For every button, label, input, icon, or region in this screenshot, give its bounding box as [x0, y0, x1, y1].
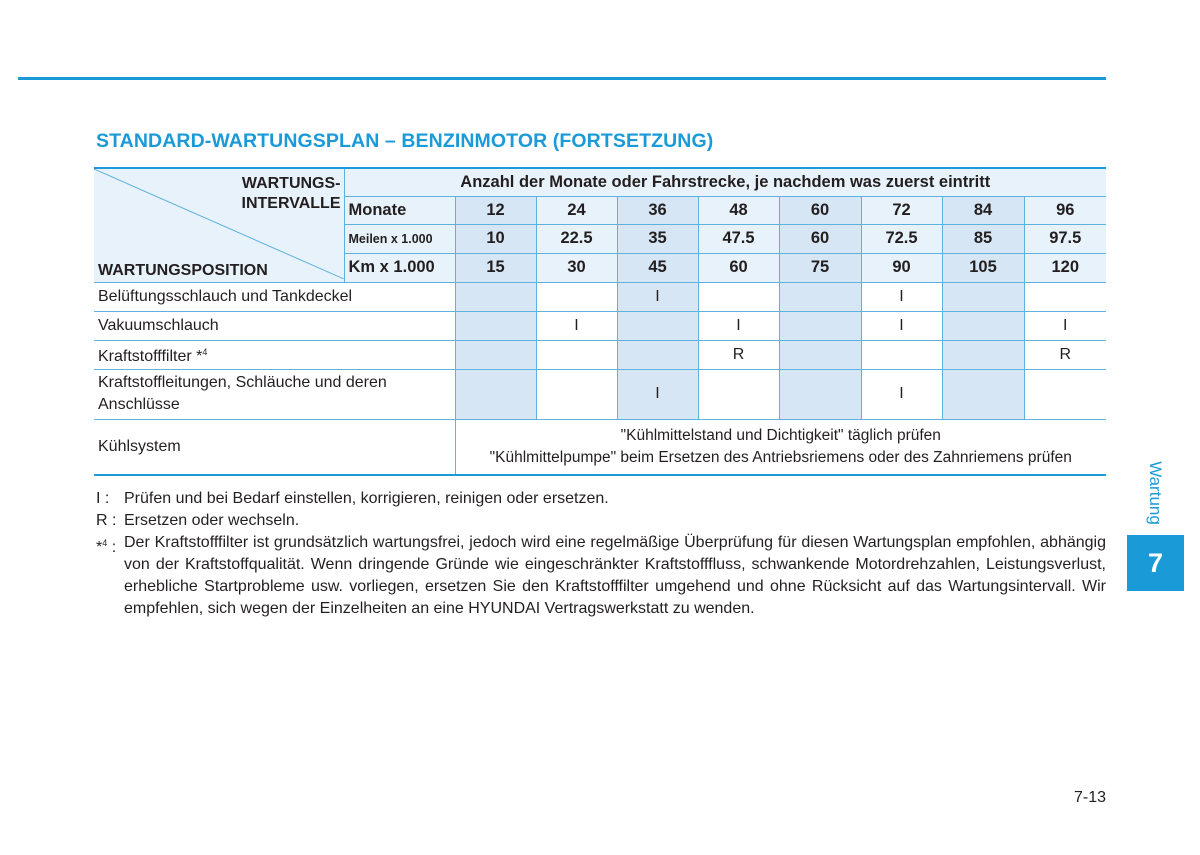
table-row: [94, 311, 1106, 340]
legend-notes: [96, 488, 1106, 620]
interval-value: 85: [942, 224, 1024, 253]
item-mark: [455, 340, 536, 369]
position-header: WARTUNGSPOSITION: [98, 261, 268, 279]
item-mark: [536, 282, 617, 311]
table-row: [94, 282, 1106, 311]
note-text: Der Kraftstofffilter ist grundsätzlich wartungsfrei, jedoch wird eine regelmäßige Überprüfung für diesen Wartungsplan empfohlen, abhängig von der Kraftstoffqualität. Wenn dringende Gründe wie eingeschränkter Kraftstofffluss, schwankende Motordrehzahlen, Leistungsverlust, erhebliche Startprobleme usw. vorliegen, ersetzen Sie den Kraftstofffilter umgehend und ohne Rücksicht auf das Wartungsintervall. Wir empfehlen, sich wegen der Einzelheiten an eine HYUNDAI Vertragswerkstatt zu wenden.: [124, 534, 1106, 617]
item-mark: [942, 340, 1024, 369]
item-mark: [942, 311, 1024, 340]
item-mark: I: [617, 369, 698, 419]
table-row: [94, 340, 1106, 369]
interval-value: 75: [779, 253, 861, 282]
item-name: Vakuumschlauch: [94, 311, 455, 340]
interval-value: 84: [942, 196, 1024, 224]
item-mark: I: [536, 311, 617, 340]
header-corner-cell: [94, 168, 344, 282]
cooling-instructions: "Kühlmittelstand und Dichtigkeit" täglich prüfen "Kühlmittelpumpe" beim Ersetzen des Antriebsriemens oder des Zahnriemens prüfen: [455, 419, 1106, 475]
item-mark: [1024, 282, 1106, 311]
item-mark: [1024, 369, 1106, 419]
top-rule: [18, 77, 1106, 80]
note-item: *$^4$ : Der Kraftstofffilter ist grundsätzlich wartungsfrei, jedoch wird eine regelmäßige Überprüfung für diesen Wartungsplan empfohlen, abhängig von der Kraftstoffqualität. Wenn dringende Gründe wie eingeschränkter Kraftstofffluss, schwankende Motordrehzahlen, Leistungsverlust, erhebliche Startprobleme usw. vorliegen, ersetzen Sie den Kraftstofffilter umgehend und ohne Rücksicht auf das Wartungsintervall. Wir empfehlen, sich wegen der Einzelheiten an eine HYUNDAI Vertragswerkstatt zu wenden.: [96, 532, 1106, 620]
interval-value: 105: [942, 253, 1024, 282]
page-number: 7-13: [1073, 789, 1106, 806]
maintenance-table: [94, 167, 1106, 476]
item-mark: [698, 282, 779, 311]
item-mark: I: [617, 282, 698, 311]
interval-value: 45: [617, 253, 698, 282]
interval-value: 10: [455, 224, 536, 253]
item-mark: [861, 340, 942, 369]
note-item: I : Prüfen und bei Bedarf einstellen, korrigieren, reinigen oder ersetzen.: [96, 488, 1106, 510]
item-name: Kühlsystem: [94, 419, 455, 475]
span-header: Anzahl der Monate oder Fahrstrecke, je nachdem was zuerst eintritt: [344, 168, 1106, 196]
item-mark: R: [1024, 340, 1106, 369]
table-row: [94, 369, 1106, 419]
interval-value: 60: [698, 253, 779, 282]
item-name: Belüftungsschlauch und Tankdeckel: [94, 282, 455, 311]
interval-value: 24: [536, 196, 617, 224]
item-mark: I: [861, 282, 942, 311]
item-mark: I: [1024, 311, 1106, 340]
note-text: Ersetzen oder wechseln.: [124, 512, 300, 529]
footnote-ref: 4: [202, 347, 208, 357]
item-mark: [455, 369, 536, 419]
item-name: Kraftstofffilter *$^4$: [94, 340, 455, 369]
item-mark: [455, 282, 536, 311]
interval-value: 120: [1024, 253, 1106, 282]
item-mark: [942, 282, 1024, 311]
interval-value: 97.5: [1024, 224, 1106, 253]
item-mark: [617, 311, 698, 340]
item-mark: [698, 369, 779, 419]
interval-value: 30: [536, 253, 617, 282]
note-item: R : Ersetzen oder wechseln.: [96, 510, 1106, 532]
chapter-tab: 7: [1127, 535, 1184, 591]
interval-value: 35: [617, 224, 698, 253]
item-mark: [942, 369, 1024, 419]
item-mark: [779, 369, 861, 419]
unit-label: Monate: [344, 196, 455, 224]
item-mark: [617, 340, 698, 369]
chapter-side-label: Wartung: [1146, 460, 1165, 525]
interval-value: 47.5: [698, 224, 779, 253]
item-mark: [455, 311, 536, 340]
item-mark: [536, 369, 617, 419]
item-mark: [779, 311, 861, 340]
unit-label: Km x 1.000: [344, 253, 455, 282]
item-mark: [779, 340, 861, 369]
interval-value: 15: [455, 253, 536, 282]
item-mark: [536, 340, 617, 369]
interval-value: 72: [861, 196, 942, 224]
unit-label: Meilen x 1.000: [344, 224, 455, 253]
interval-value: 90: [861, 253, 942, 282]
item-mark: I: [861, 311, 942, 340]
interval-value: 60: [779, 224, 861, 253]
table-row: [94, 419, 1106, 475]
note-text: Prüfen und bei Bedarf einstellen, korrigieren, reinigen oder ersetzen.: [124, 490, 609, 507]
interval-header: WARTUNGS- INTERVALLE: [241, 175, 341, 212]
interval-value: 48: [698, 196, 779, 224]
page-title: STANDARD-WARTUNGSPLAN – BENZINMOTOR (FORTSETZUNG): [96, 130, 714, 152]
interval-value: 72.5: [861, 224, 942, 253]
interval-value: 36: [617, 196, 698, 224]
item-mark: I: [698, 311, 779, 340]
interval-value: 60: [779, 196, 861, 224]
item-mark: R: [698, 340, 779, 369]
item-mark: I: [861, 369, 942, 419]
interval-value: 96: [1024, 196, 1106, 224]
item-mark: [779, 282, 861, 311]
item-name: Kraftstoffleitungen, Schläuche und deren Anschlüsse: [94, 369, 455, 419]
interval-value: 22.5: [536, 224, 617, 253]
interval-value: 12: [455, 196, 536, 224]
